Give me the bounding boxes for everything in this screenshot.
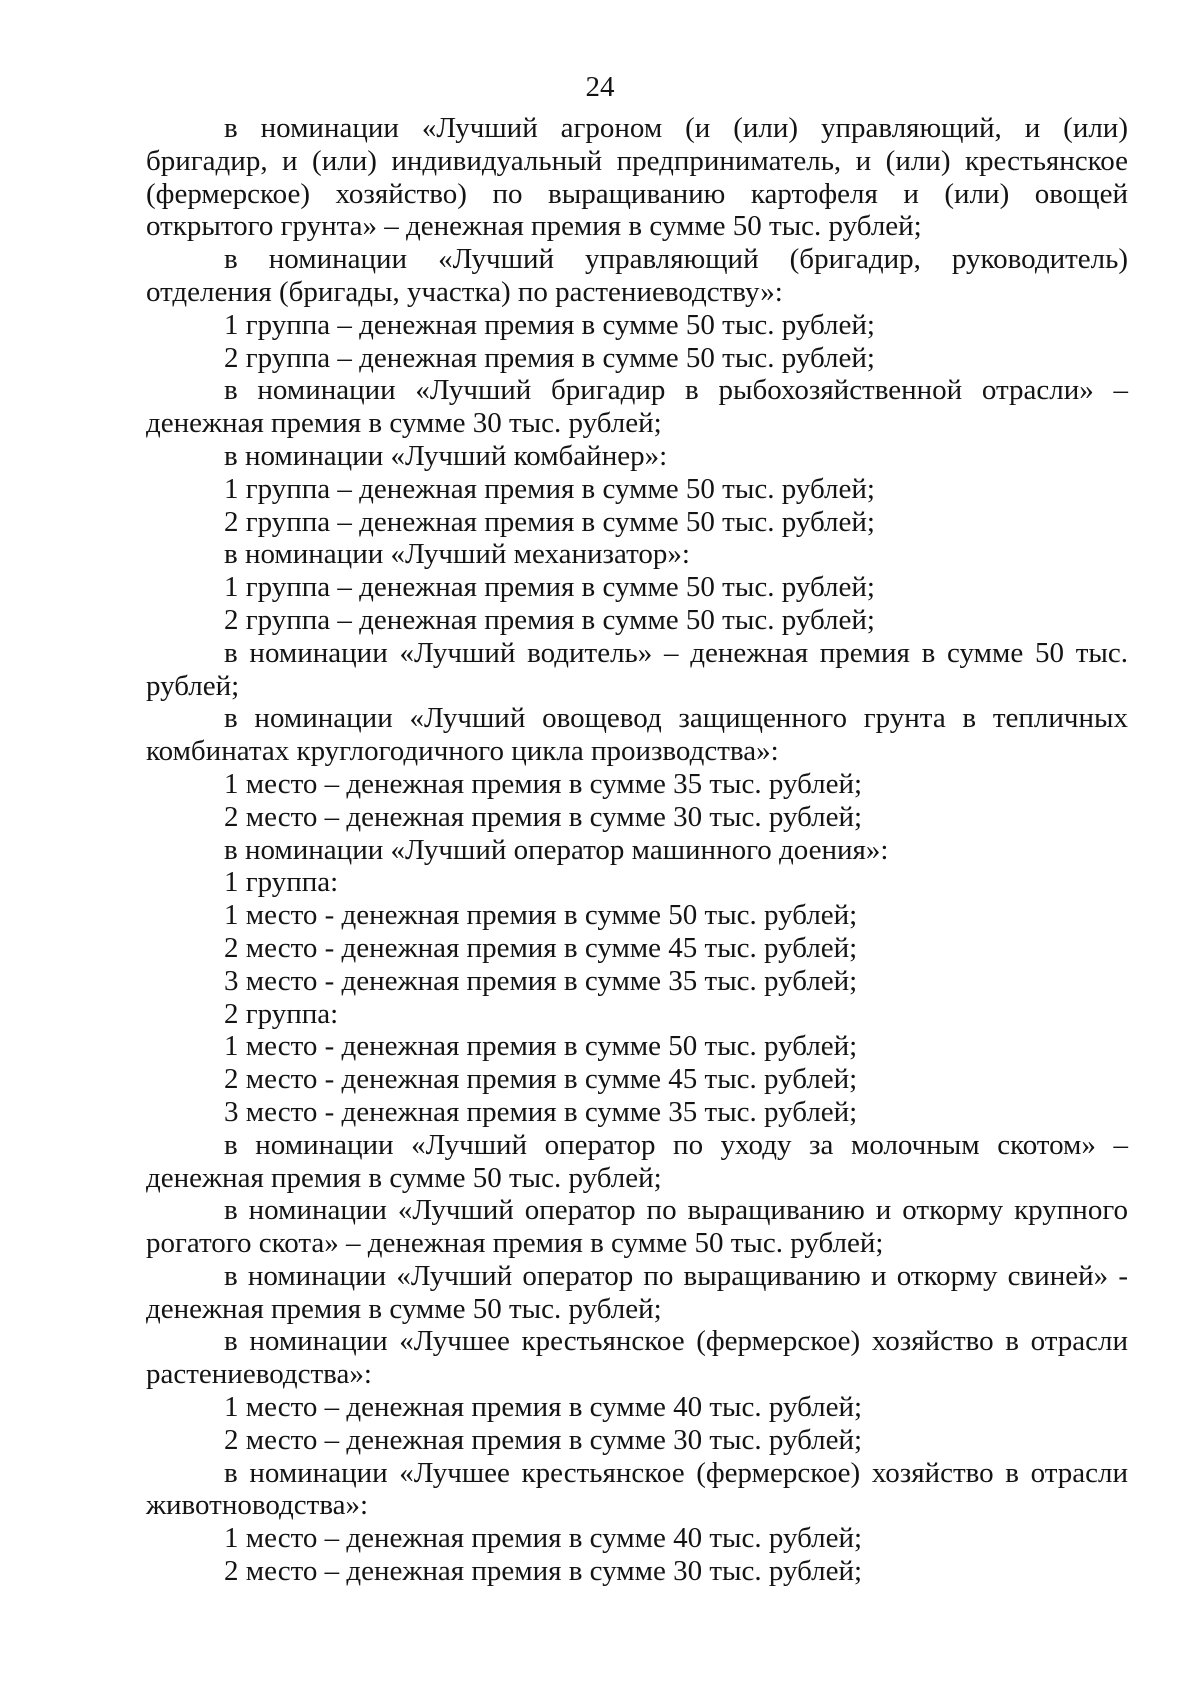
nomination-paragraph: в номинации «Лучший оператор по уходу за молочным скотом» – денежная премия в сумме 50 тыс. рублей; [146, 1128, 1128, 1194]
page-number: 24 [585, 71, 615, 103]
nomination-paragraph: в номинации «Лучший оператор по выращиванию и откорму свиней» - денежная премия в сумме 50 тыс. рублей; [146, 1259, 1128, 1325]
prize-line: 1 место – денежная премия в сумме 40 тыс. рублей; [224, 1391, 863, 1424]
prize-line: 1 место - денежная премия в сумме 50 тыс. рублей; [224, 899, 858, 932]
prize-line: 2 место – денежная премия в сумме 30 тыс. рублей; [224, 1423, 863, 1456]
prize-line: 2 группа – денежная премия в сумме 50 тыс. рублей; [224, 505, 875, 538]
prize-line: 2 группа – денежная премия в сумме 50 тыс. рублей; [224, 603, 875, 636]
document-body [146, 112, 1128, 1588]
prize-line: 1 место - денежная премия в сумме 50 тыс. рублей; [224, 1030, 858, 1063]
nomination-paragraph: в номинации «Лучший управляющий (бригадир, руководитель) отделения (бригады, участка) по растениеводству»: [146, 243, 1128, 308]
nomination-paragraph: в номинации «Лучший оператор по выращиванию и откорму крупного рогатого скота» – денежная премия в сумме 50 тыс. рублей; [146, 1194, 1128, 1260]
nomination-paragraph: в номинации «Лучшее крестьянское (фермерское) хозяйство в отрасли животноводства»: [146, 1456, 1128, 1522]
nomination-paragraph: в номинации «Лучший водитель» – денежная премия в сумме 50 тыс. рублей; [146, 636, 1128, 702]
prize-line: 2 место - денежная премия в сумме 45 тыс. рублей; [224, 1063, 858, 1096]
nomination-paragraph: в номинации «Лучший бригадир в рыбохозяйственной отрасли» – денежная премия в сумме 30 тыс. рублей; [146, 374, 1128, 440]
nomination-paragraph: в номинации «Лучший агроном (и (или) управляющий, и (или) бригадир, и (или) индивидуальный предприниматель, и (или) крестьянское (фермерское) хозяйство) по выращиванию картофеля и (или) овощей открытого грунта» – денежная премия в сумме 50 тыс. рублей; [146, 112, 1128, 243]
prize-line: 1 место – денежная премия в сумме 40 тыс. рублей; [224, 1522, 863, 1555]
prize-line: 3 место - денежная премия в сумме 35 тыс. рублей; [224, 964, 858, 997]
nomination-heading: в номинации «Лучший комбайнер»: [224, 439, 668, 472]
prize-line: 2 место – денежная премия в сумме 30 тыс. рублей; [224, 1555, 863, 1588]
prize-line: 1 группа – денежная премия в сумме 50 тыс. рублей; [224, 571, 875, 604]
prize-line: 1 группа – денежная премия в сумме 50 тыс. рублей; [224, 472, 875, 505]
prize-line: 2 место - денежная премия в сумме 45 тыс. рублей; [224, 931, 858, 964]
prize-line: 2 группа – денежная премия в сумме 50 тыс. рублей; [224, 341, 875, 374]
nomination-heading: в номинации «Лучший механизатор»: [224, 538, 690, 571]
prize-line: 3 место - денежная премия в сумме 35 тыс. рублей; [224, 1095, 858, 1128]
nomination-paragraph: в номинации «Лучший овощевод защищенного грунта в тепличных комбинатах круглогодичного цикла производства»: [146, 702, 1128, 768]
prize-line: 1 место – денежная премия в сумме 35 тыс. рублей; [224, 767, 863, 800]
group-heading: 2 группа: [224, 997, 339, 1030]
prize-line: 2 место – денежная премия в сумме 30 тыс. рублей; [224, 800, 863, 833]
nomination-heading: в номинации «Лучший оператор машинного доения»: [224, 833, 889, 866]
nomination-paragraph: в номинации «Лучшее крестьянское (фермерское) хозяйство в отрасли растениеводства»: [146, 1325, 1128, 1391]
prize-line: 1 группа – денежная премия в сумме 50 тыс. рублей; [224, 308, 875, 341]
group-heading: 1 группа: [224, 866, 339, 899]
